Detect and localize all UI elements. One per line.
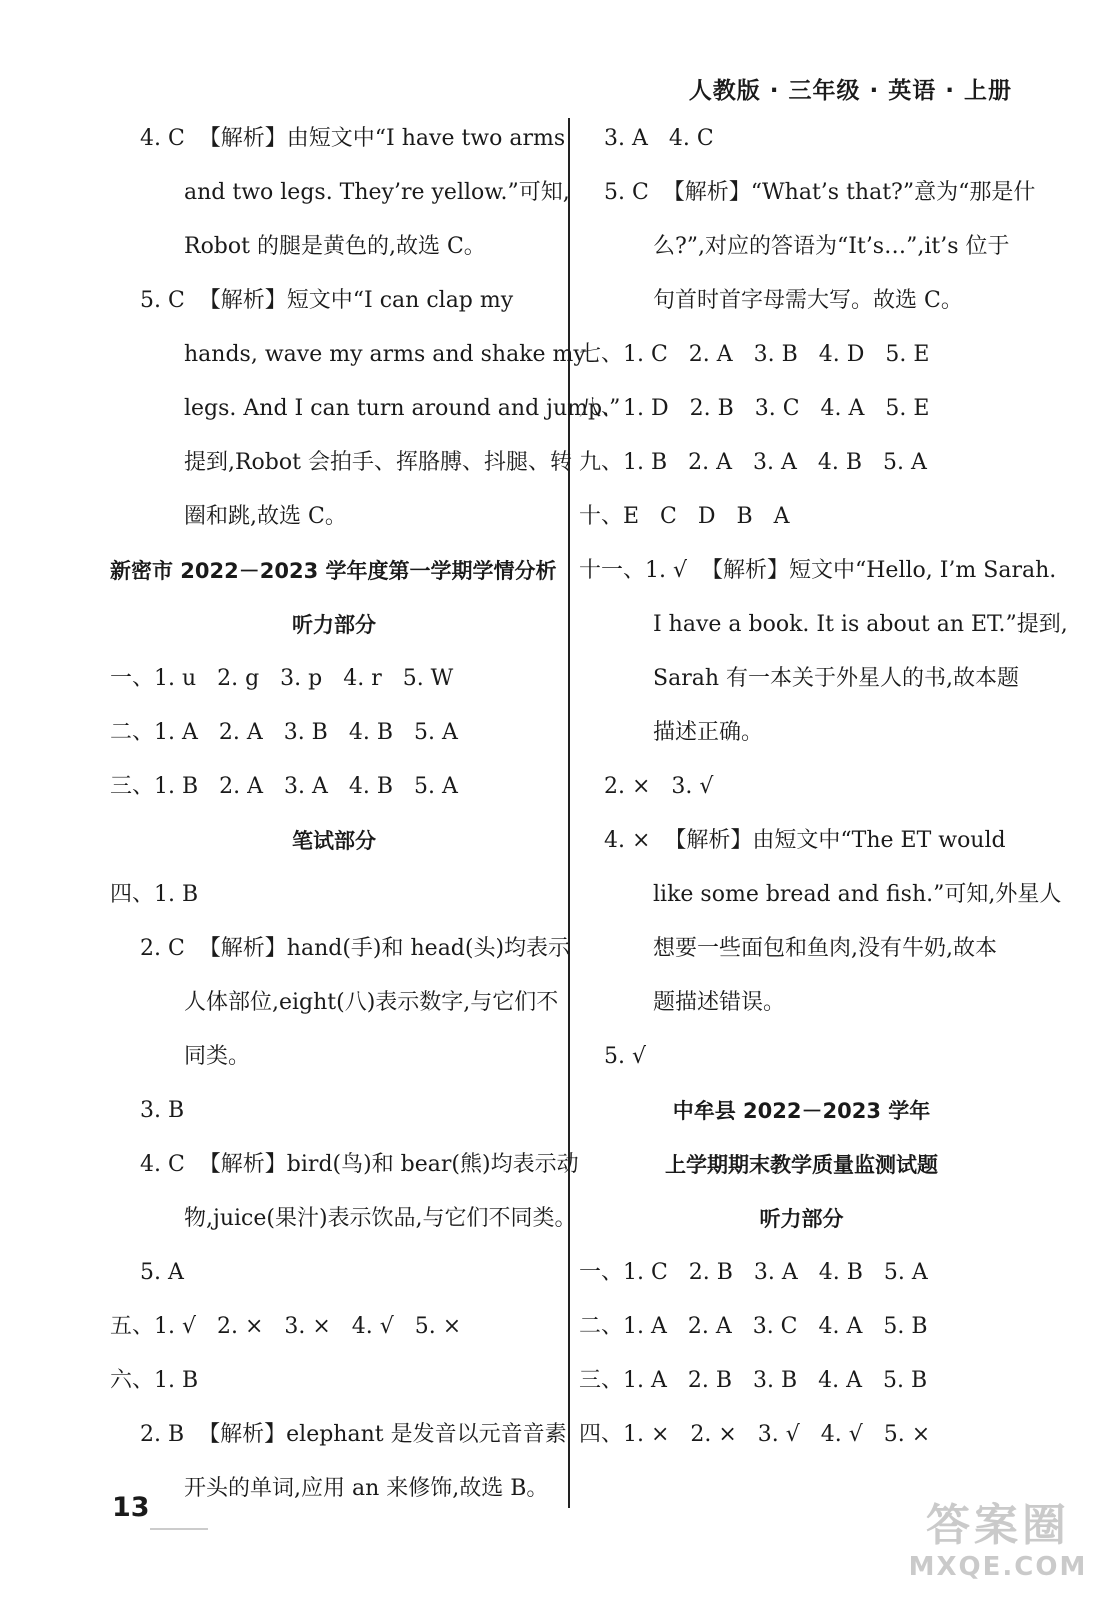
watermark-url: MXQE.COM (908, 1552, 1088, 1582)
answer-line: 5. √ (604, 1044, 647, 1069)
answer-line: 四、1. × 2. × 3. √ 4. √ 5. × (579, 1422, 931, 1447)
answer-line: legs. And I can turn around and jump.” (184, 396, 621, 421)
answer-line: I have a book. It is about an ET.”提到, (653, 612, 1068, 637)
answer-line: 二、1. A 2. A 3. B 4. B 5. A (110, 720, 458, 745)
section-heading: 上学期期末教学质量监测试题 (665, 1153, 938, 1177)
answer-line: Sarah 有一本关于外星人的书,故本题 (653, 666, 1019, 691)
answer-line: 八、1. D 2. B 3. C 4. A 5. E (579, 396, 930, 421)
answer-line: 描述正确。 (653, 720, 764, 745)
section-heading: 听力部分 (759, 1207, 844, 1231)
answer-line: 5. C 【解析】短文中“I can clap my (140, 288, 514, 313)
section-heading: 中牟县 2022－2023 学年 (672, 1099, 931, 1123)
answer-line: 物,juice(果汁)表示饮品,与它们不同类。 (184, 1206, 577, 1231)
answer-line: 七、1. C 2. A 3. B 4. D 5. E (579, 342, 930, 367)
answer-line: 六、1. B (110, 1368, 199, 1393)
answer-line: 五、1. √ 2. × 3. × 4. √ 5. × (110, 1314, 462, 1339)
answer-line: 三、1. B 2. A 3. A 4. B 5. A (110, 774, 458, 799)
answer-line: 3. B (140, 1098, 185, 1123)
watermark-logo (898, 1500, 1098, 1592)
answer-line: 4. C 【解析】由短文中“I have two arms (140, 126, 566, 151)
answer-line: 句首时首字母需大写。故选 C。 (653, 288, 963, 313)
answer-line: 十、E C D B A (579, 504, 790, 529)
left-column (110, 112, 621, 1516)
answer-line: 2. B 【解析】elephant 是发音以元音音素 (140, 1422, 567, 1447)
answer-line: 4. × 【解析】由短文中“The ET would (604, 828, 1006, 853)
answer-line: 题描述错误。 (653, 990, 786, 1015)
right-column (579, 112, 1068, 1462)
answer-line: 提到,Robot 会拍手、挥胳膊、抖腿、转 (184, 450, 572, 475)
answer-line: 4. C 【解析】bird(鸟)和 bear(熊)均表示动 (140, 1152, 579, 1177)
answer-line: 一、1. C 2. B 3. A 4. B 5. A (579, 1260, 928, 1285)
section-heading: 新密市 2022－2023 学年度第一学期学情分析 (110, 559, 557, 583)
answer-line: 同类。 (184, 1044, 251, 1069)
answer-line: 5. A (140, 1260, 184, 1285)
answer-line: 四、1. B (110, 882, 199, 907)
answer-line: 想要一些面包和鱼肉,没有牛奶,故本 (653, 936, 997, 961)
answer-line: 三、1. A 2. B 3. B 4. A 5. B (579, 1368, 928, 1393)
answer-line: Robot 的腿是黄色的,故选 C。 (184, 234, 486, 259)
answer-line: 二、1. A 2. A 3. C 4. A 5. B (579, 1314, 928, 1339)
answer-line: 5. C 【解析】“What’s that?”意为“那是什 (604, 180, 1036, 205)
answer-line: and two legs. They’re yellow.”可知, (184, 180, 570, 205)
answer-line: 一、1. u 2. g 3. p 4. r 5. W (110, 666, 454, 691)
page-number-rule (150, 1528, 208, 1530)
watermark-text: 答案圈 (926, 1500, 1070, 1551)
answer-line: 开头的单词,应用 an 来修饰,故选 B。 (184, 1476, 549, 1501)
answer-line: 人体部位,eight(八)表示数字,与它们不 (184, 990, 559, 1015)
answer-line: 么?”,对应的答语为“It’s…”,it’s 位于 (653, 234, 1010, 259)
answer-line: 2. C 【解析】hand(手)和 head(头)均表示 (140, 936, 571, 961)
page-number: 13 (112, 1492, 150, 1523)
answer-line: 3. A 4. C (604, 126, 714, 151)
answer-line: 圈和跳,故选 C。 (184, 504, 347, 529)
answer-line: 2. × 3. √ (604, 774, 714, 799)
column-divider (568, 118, 570, 1508)
section-heading: 笔试部分 (292, 829, 376, 853)
answer-line: 十一、1. √ 【解析】短文中“Hello, I’m Sarah. (579, 558, 1057, 583)
answer-line: like some bread and fish.”可知,外星人 (653, 882, 1062, 907)
section-heading: 听力部分 (292, 613, 376, 637)
running-header: 人教版 · 三年级 · 英语 · 上册 (688, 78, 1012, 104)
answer-line: 九、1. B 2. A 3. A 4. B 5. A (579, 450, 927, 475)
answer-line: hands, wave my arms and shake my (184, 342, 586, 367)
